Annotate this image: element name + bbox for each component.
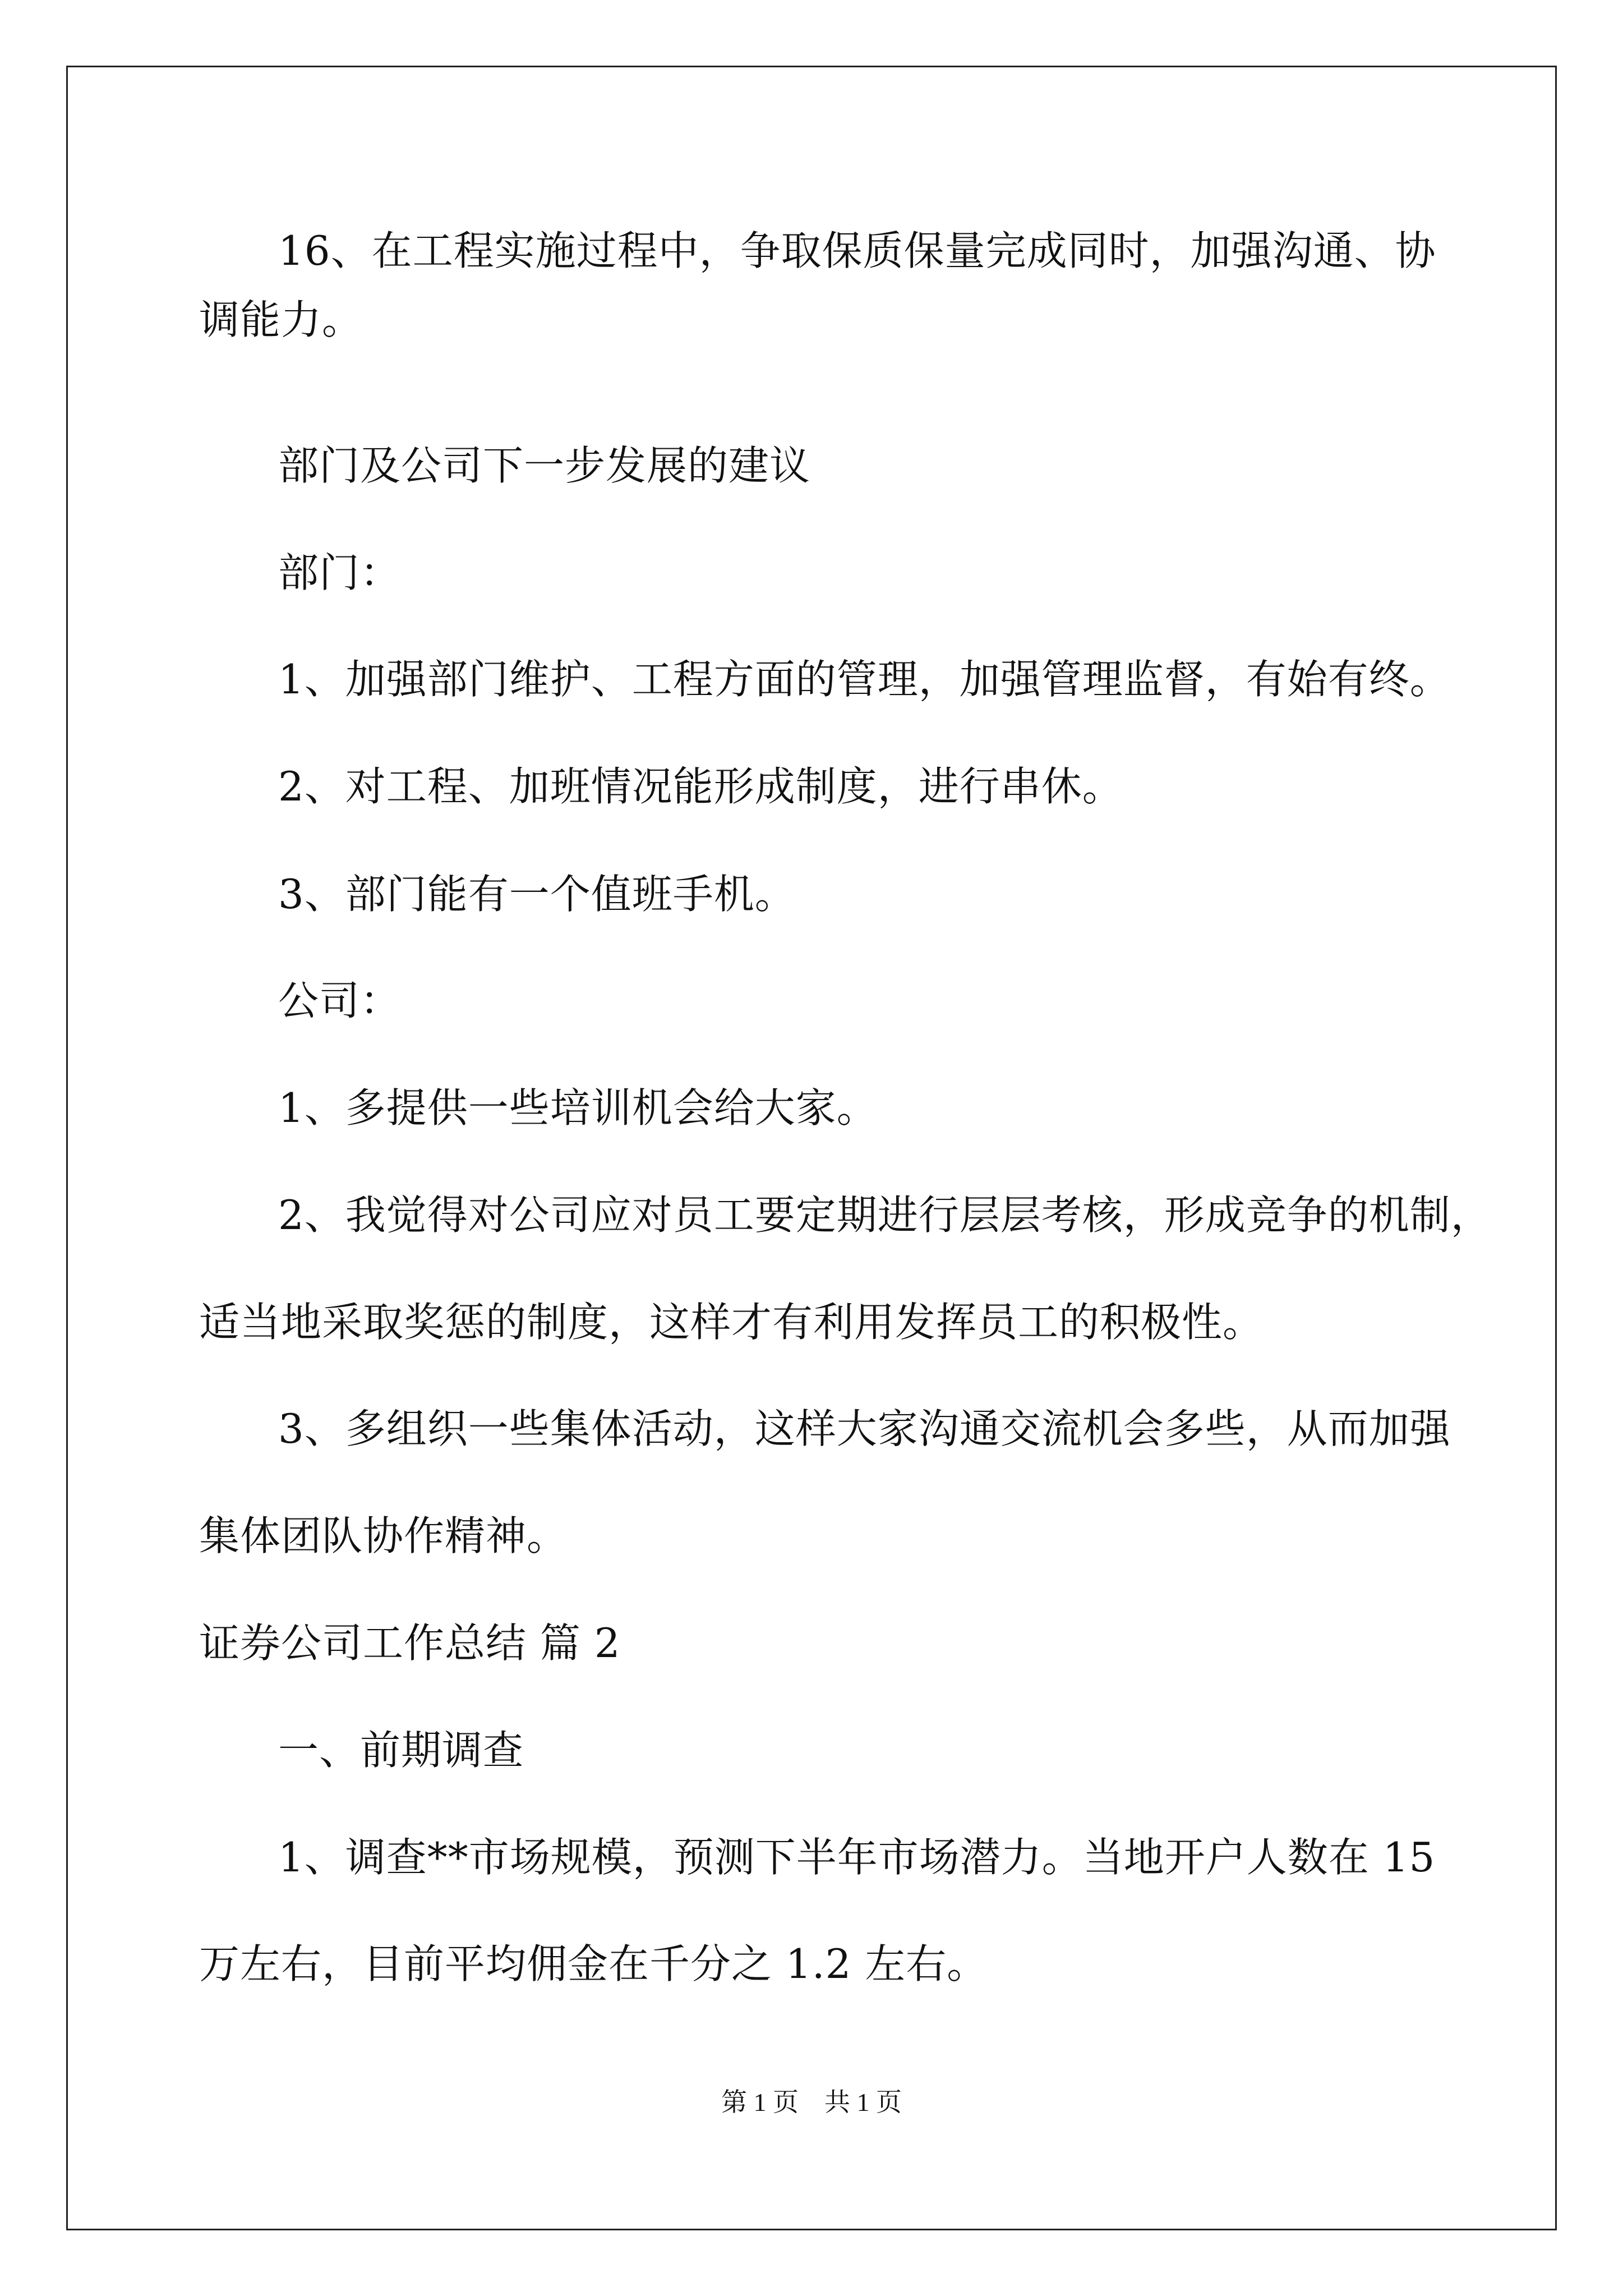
- article-title: 证券公司工作总结 篇 2: [199, 1619, 621, 1667]
- list-item: 2、我觉得对公司应对员工要定期进行层层考核，形成竞争的机制，: [278, 1191, 1492, 1239]
- paragraph-line: 调能力。: [199, 296, 363, 343]
- subsection-heading: 部门：: [278, 549, 402, 596]
- list-item: 2、对工程、加班情况能形成制度，进行串休。: [278, 763, 1123, 810]
- list-item: 1、多提供一些培训机会给大家。: [278, 1084, 878, 1131]
- paragraph-line: 16、在工程实施过程中，争取保质保量完成同时，加强沟通、协: [278, 227, 1436, 274]
- paragraph-line: 集体团队协作精神。: [199, 1512, 568, 1559]
- list-item: 3、部门能有一个值班手机。: [278, 871, 796, 918]
- list-item: 3、多组织一些集体活动，这样大家沟通交流机会多些，从而加强: [278, 1405, 1451, 1452]
- list-item: 1、加强部门维护、工程方面的管理，加强管理监督，有始有终。: [278, 656, 1451, 703]
- list-item: 1、调查**市场规模，预测下半年市场潜力。当地开户人数在 15: [278, 1834, 1436, 1881]
- section-heading: 一、前期调查: [278, 1727, 524, 1774]
- page-border: [66, 66, 1557, 2230]
- subsection-heading: 公司：: [278, 977, 402, 1024]
- page-footer: 第 1 页 共 1 页: [721, 2088, 902, 2116]
- section-heading: 部门及公司下一步发展的建议: [278, 442, 811, 489]
- paragraph-line: 万左右，目前平均佣金在千分之 1.2 左右。: [199, 1940, 988, 1987]
- paragraph-line: 适当地采取奖惩的制度，这样才有利用发挥员工的积极性。: [199, 1299, 1264, 1346]
